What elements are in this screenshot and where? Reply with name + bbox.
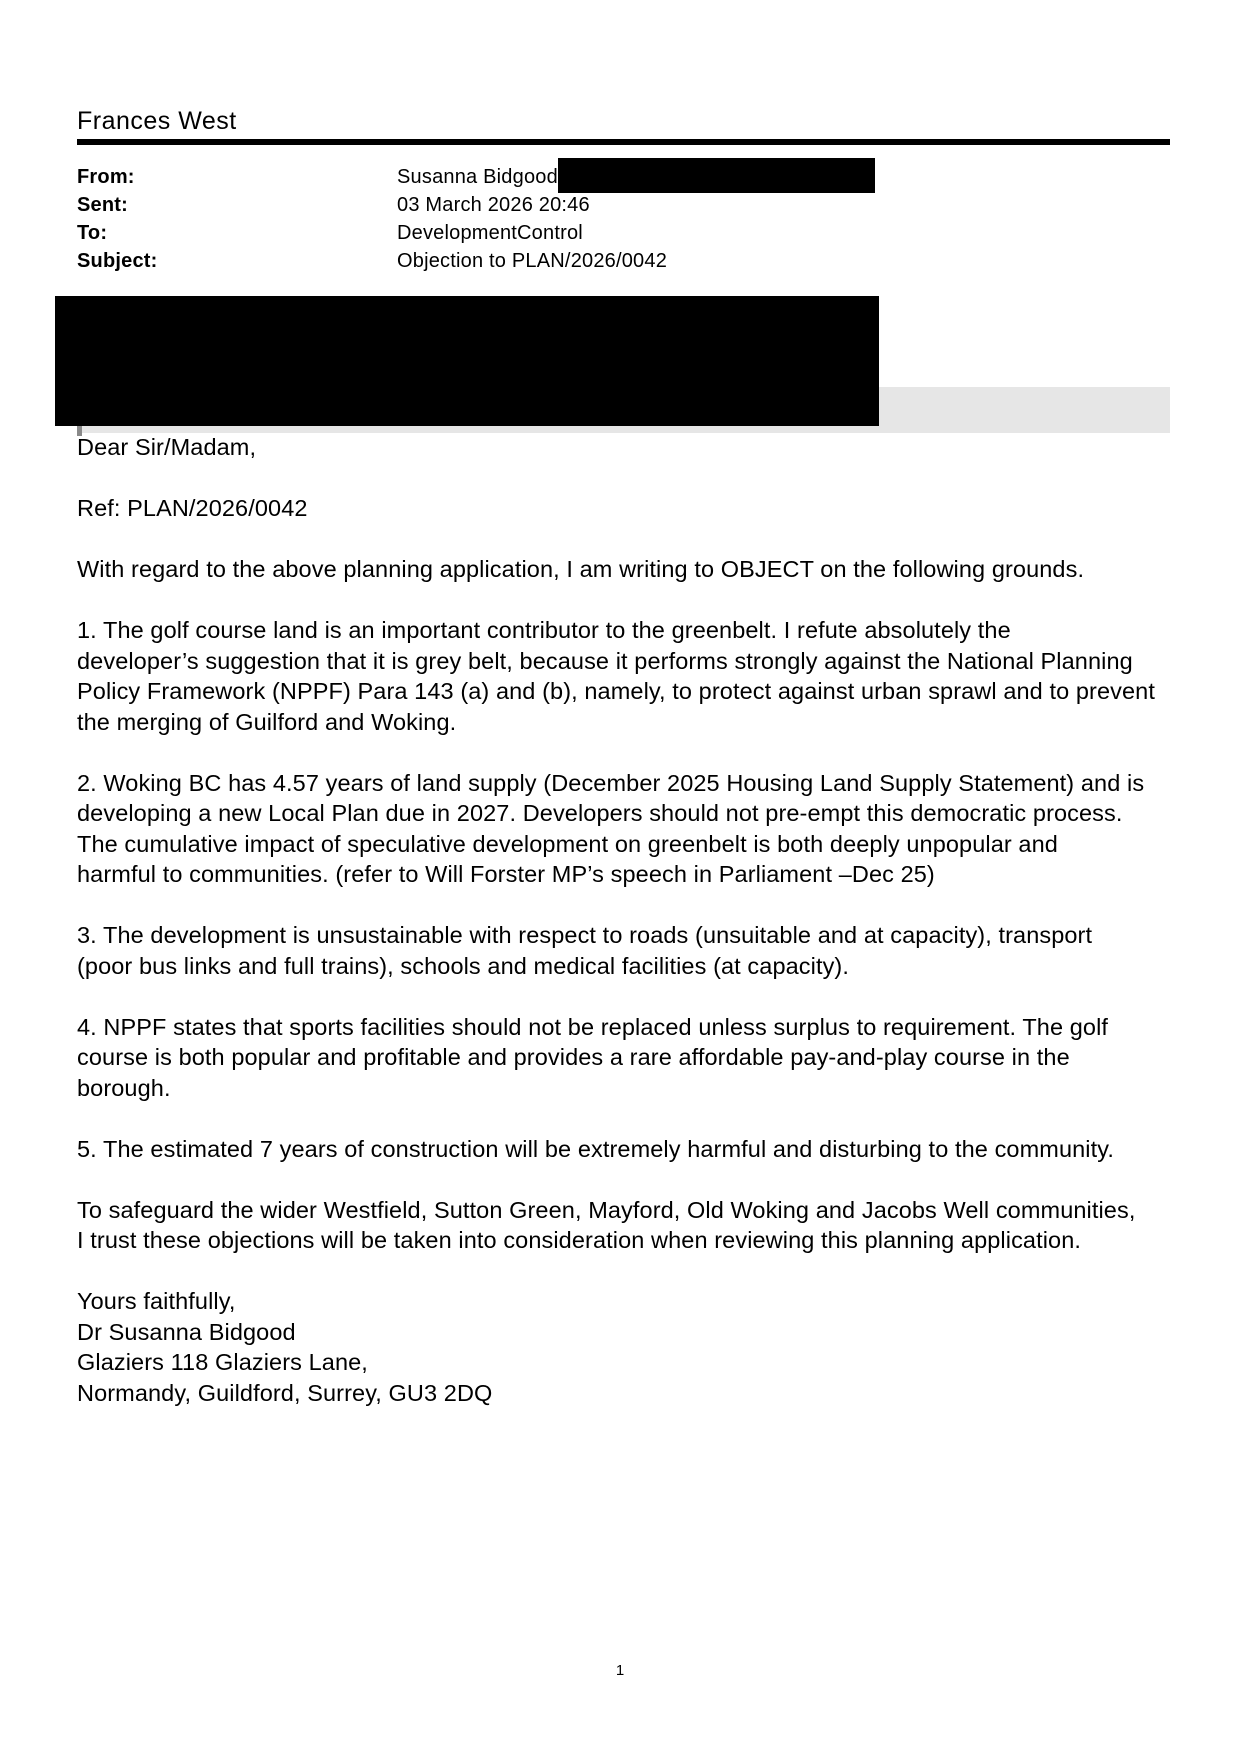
subject-label: Subject: — [77, 250, 158, 272]
paragraph-line: 4. NPPF states that sports facilities should not be replaced unless surplus to requirement. The golf — [77, 1013, 1109, 1040]
paragraph-line: harmful to communities. (refer to Will Forster MP’s speech in Parliament –Dec 25) — [77, 861, 935, 887]
redacted-email-address — [558, 158, 875, 193]
paragraph-line: developing a new Local Plan due in 2027. Developers should not pre-empt this democratic process. — [77, 800, 1123, 826]
paragraph-line: 2. Woking BC has 4.57 years of land supply (December 2025 Housing Land Supply Statement) and is — [77, 769, 1145, 796]
from-sender-name: Susanna Bidgood — [397, 166, 558, 188]
objection-point-4 — [77, 1012, 1177, 1104]
paragraph-line: developer’s suggestion that it is grey belt, because it performs strongly against the National Planning — [77, 647, 1133, 674]
objection-point-2 — [77, 768, 1177, 890]
reference-line: Ref: PLAN/2026/0042 — [77, 495, 308, 521]
objection-point-3 — [77, 920, 1177, 981]
paragraph-line: (poor bus links and full trains), schools and medical facilities (at capacity). — [77, 952, 849, 979]
paragraph-line: 1. The golf course land is an important contributor to the greenbelt. I refute absolutely the — [77, 617, 1011, 643]
header-divider — [77, 139, 1170, 145]
signoff-block — [77, 1286, 1177, 1408]
email-header-fields — [77, 166, 1077, 278]
paragraph-line: the merging of Guilford and Woking. — [77, 708, 457, 735]
from-row — [77, 166, 1077, 194]
to-label: To: — [77, 222, 108, 244]
sent-label: Sent: — [77, 194, 128, 216]
address-line-2: Normandy, Guildford, Surrey, GU3 2DQ — [77, 1379, 493, 1406]
objection-point-1 — [77, 615, 1177, 737]
subject-row — [77, 250, 1077, 278]
redacted-block — [55, 296, 879, 426]
salutation: Dear Sir/Madam, — [77, 434, 257, 460]
intro-paragraph: With regard to the above planning application, I am writing to OBJECT on the following grounds. — [77, 556, 1085, 582]
objection-point-5: 5. The estimated 7 years of construction will be extremely harmful and disturbing to the community. — [77, 1135, 1114, 1162]
letter-body — [77, 432, 1177, 1439]
to-row — [77, 222, 1077, 250]
from-value — [397, 166, 875, 193]
signatory-name: Dr Susanna Bidgood — [77, 1318, 296, 1345]
mailbox-owner-name: Frances West — [77, 107, 237, 135]
paragraph-line: borough. — [77, 1074, 171, 1101]
paragraph-line: Policy Framework (NPPF) Para 143 (a) and (b), namely, to protect against urban sprawl and to prevent — [77, 678, 1155, 704]
sent-value: 03 March 2026 20:46 — [397, 194, 590, 216]
closing: Yours faithfully, — [77, 1288, 236, 1314]
paragraph-line: To safeguard the wider Westfield, Sutton Green, Mayford, Old Woking and Jacobs Well communities, — [77, 1196, 1136, 1223]
sent-row — [77, 194, 1077, 222]
paragraph-line: I trust these objections will be taken into consideration when reviewing this planning application. — [77, 1227, 1082, 1253]
page-number: 1 — [615, 1662, 625, 1679]
address-line-1: Glaziers 118 Glaziers Lane, — [77, 1349, 368, 1375]
paragraph-line: course is both popular and profitable and provides a rare affordable pay-and-play course in the — [77, 1044, 1070, 1070]
paragraph-line: The cumulative impact of speculative development on greenbelt is both deeply unpopular and — [77, 830, 1058, 857]
subject-value: Objection to PLAN/2026/0042 — [397, 250, 668, 272]
to-value: DevelopmentControl — [397, 222, 583, 244]
from-label: From: — [77, 166, 135, 188]
conclusion-paragraph — [77, 1195, 1177, 1256]
paragraph-line: 3. The development is unsustainable with respect to roads (unsuitable and at capacity), transport — [77, 922, 1093, 948]
